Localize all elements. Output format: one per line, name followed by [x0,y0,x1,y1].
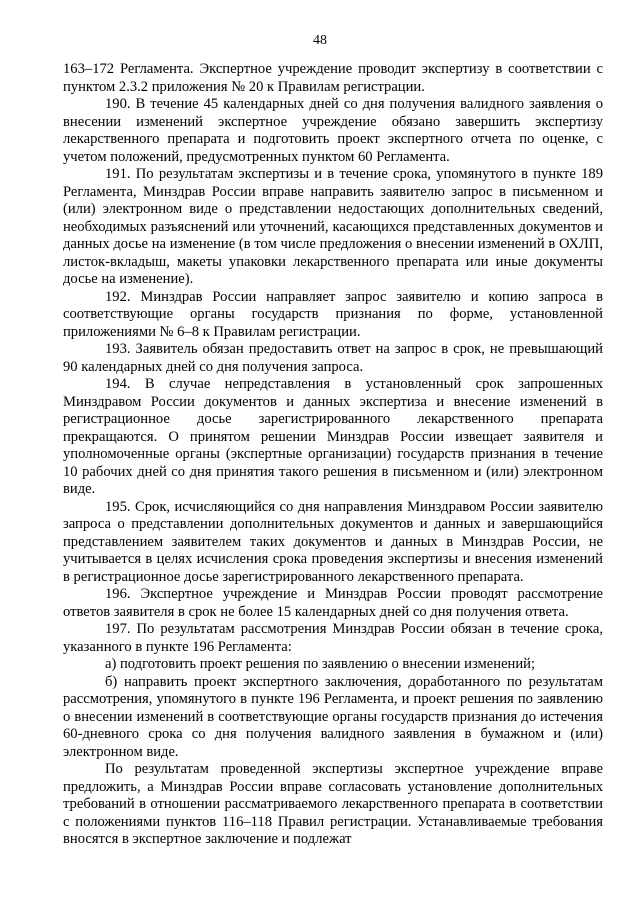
paragraph-197: 197. По результатам рассмотрения Минздрав России обязан в течение срока, указанного в пункте 196 Регламента: [63,621,603,655]
document-body [63,61,603,849]
paragraph-192: 192. Минздрав России направляет запрос заявителю и копию запроса в соответствующие органы государств признания по форме, установленной приложениями № 6–8 к Правилам регистрации. [63,288,603,340]
paragraph-197-item-b: б) направить проект экспертного заключения, доработанного по результатам рассмотрения, упомянутого в пункте 196 Регламента, и проект решения по заявлению о внесении изменений в соответствующие органы государств признания до истечения 60-дневного срока со дня получения валидного заявления в бумажном и (или) электронном виде. [63,673,603,760]
paragraph-additional-requirements: По результатам проведенной экспертизы экспертное учреждение вправе предложить, а Минздрав России вправе согласовать установление дополнительных требований в отношении рассматриваемого лекарственного препарата в соответствии с положениями пунктов 116–118 Правил регистрации. Устанавливаемые требования вносятся в экспертное заключение и подлежат [63,761,603,847]
paragraph-193: 193. Заявитель обязан предоставить ответ на запрос в срок, не превышающий 90 календарных дней со дня получения запроса. [63,341,603,375]
paragraph-continuation: 163–172 Регламента. Экспертное учреждение проводит экспертизу в соответствии с пунктом 2.3.2 приложения № 20 к Правилам регистрации. [63,61,603,95]
page-number: 48 [313,33,327,48]
paragraph-195: 195. Срок, исчисляющийся со дня направления Минздравом России заявителю запроса о представлении дополнительных документов и данных и завершающийся представлением заявителем таких документов и данных в Минздрав России, не учитывается в целях исчисления срока проведения экспертизы и внесения изменений в регистрационное досье зарегистрированного лекарственного препарата. [63,498,603,585]
paragraph-190: 190. В течение 45 календарных дней со дня получения валидного заявления о внесении изменений экспертное учреждение обязано завершить экспертизу лекарственного препарата и подготовить проект экспертного отчета по оценке, с учетом положений, предусмотренных пунктом 60 Регламента. [63,96,603,165]
paragraph-197-item-a: а) подготовить проект решения по заявлению о внесении изменений; [105,656,536,672]
paragraph-194: 194. В случае непредставления в установленный срок запрошенных Минздравом России документов и данных экспертиза и внесение изменений в регистрационное досье зарегистрированного лекарственного препарата прекращаются. О принятом решении Минздрав России извещает заявителя и уполномоченные органы (экспертные организации) государств признания в течение 10 рабочих дней со дня принятия такого решения в письменном и (или) электронном виде. [63,376,603,497]
paragraph-191: 191. По результатам экспертизы и в течение срока, упомянутого в пункте 189 Регламента, Минздрав России вправе направить заявителю запрос в письменном и (или) электронном виде о представлении недостающих дополнительных сведений, необходимых разъяснений или уточнений, касающихся представленных документов и данных досье на изменение (в том числе предложения о внесении изменений в ОХЛП, листок-вкладыш, макеты упаковки лекарственного препарата или иные документы досье на изменение). [63,166,603,287]
paragraph-196: 196. Экспертное учреждение и Минздрав России проводят рассмотрение ответов заявителя в срок не более 15 календарных дней со дня получения ответа. [63,586,603,620]
